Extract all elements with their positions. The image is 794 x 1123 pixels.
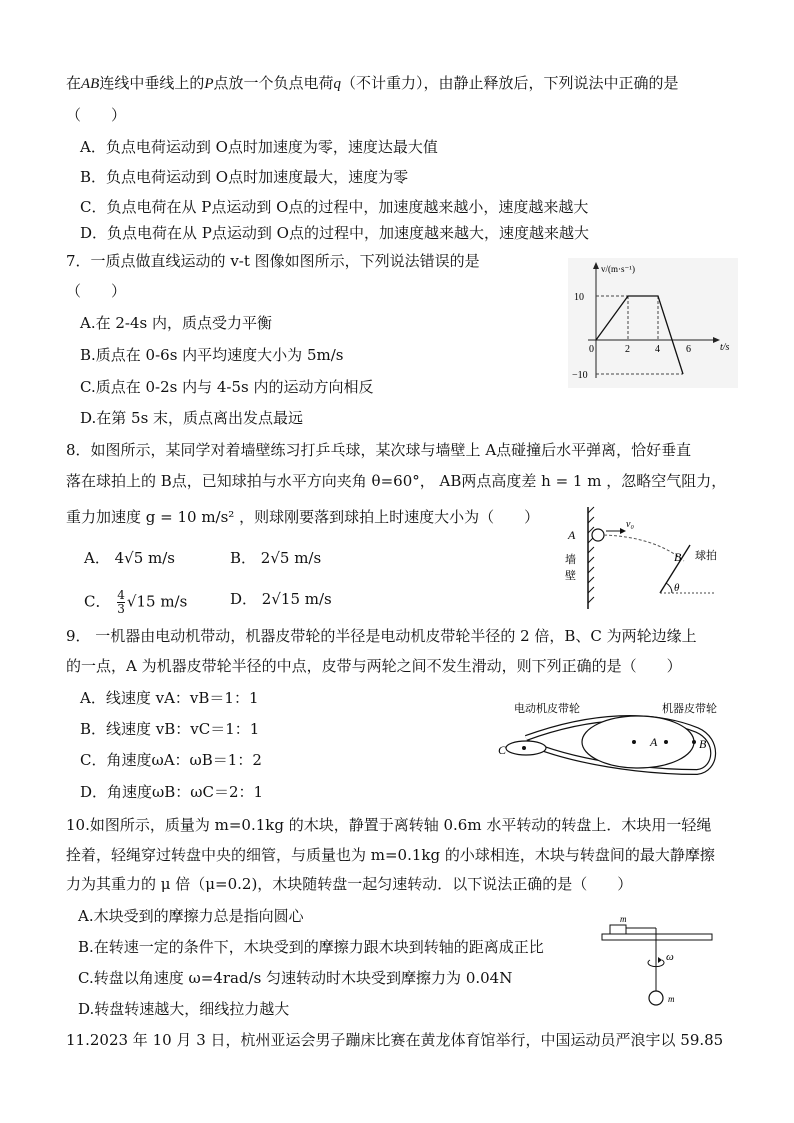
q9-option-c[interactable]: C．角速度ωA：ωB＝1：2	[80, 751, 262, 769]
q10-stem-line3: 力为其重力的 μ 倍（μ=0.2)，木块随转盘一起匀速转动．以下说法正确的是（ ）	[66, 875, 633, 893]
q10-stem-line1: 10.如图所示，质量为 m=0.1kg 的木块，静置于离转轴 0.6m 水平转动的转盘上．木块用一轻绳	[66, 816, 712, 834]
q10-option-c[interactable]: C.转盘以角速度 ω=4rad/s 匀速转动时木块受到摩擦力为 0.04N	[78, 969, 513, 987]
label-omega: ω	[666, 951, 674, 963]
q8-stem-line2: 落在球拍上的 B点，已知球拍与水平方向夹角 θ=60°， AB两点高度差 h = 1 m ，忽略空气阻力，	[66, 472, 727, 490]
q7-option-c[interactable]: C.质点在 0-2s 内与 4-5s 内的运动方向相反	[80, 378, 374, 396]
ball-icon	[649, 991, 663, 1005]
q8-stem-line1: 8．如图所示，某同学对着墙壁练习打乒乓球，某次球与墙壁上 A点碰撞后水平弹离，恰好垂直	[66, 441, 692, 459]
label-b: B	[699, 737, 707, 751]
q6-option-d[interactable]: D．负点电荷在从 P点运动到 O点的过程中，加速度越来越大，速度越来越大	[80, 224, 589, 242]
label-machine-pulley: 机器皮带轮	[662, 703, 717, 715]
q9-stem-line2: 的一点，A 为机器皮带轮半径的中点，皮带与两轮之间不发生滑动，则下列正确的是（ ）	[66, 657, 682, 675]
q7-option-a[interactable]: A.在 2-4s 内，质点受力平衡	[80, 314, 272, 332]
vt-xtick-2: 2	[625, 344, 630, 355]
label-motor-pulley: 电动机皮带轮	[514, 703, 580, 715]
vt-ytick-neg10: −10	[572, 370, 588, 381]
q6-option-a[interactable]: A．负点电荷运动到 O点时加速度为零，速度达最大值	[80, 138, 438, 156]
fig-label-b: B	[674, 550, 682, 564]
q7-answer-paren: （ ）	[66, 282, 127, 300]
ball-icon	[592, 529, 604, 541]
label-c: C	[498, 743, 507, 757]
label-m-block: m	[620, 914, 627, 924]
q8-option-d[interactable]: D． 2√15 m/s	[230, 590, 332, 608]
vt-xtick-4: 4	[655, 344, 660, 355]
turntable-figure	[600, 910, 716, 1010]
q8-option-c[interactable]: C． $\frac{4}{3}$ √15 m/s	[84, 588, 188, 616]
q6-answer-paren: （ ）	[66, 106, 127, 124]
q6-stem-line1: 在AB连线中垂线上的P点放一个负点电荷q（不计重力），由静止释放后，下列说法中正确的是	[66, 74, 679, 92]
vt-ytick-10: 10	[574, 292, 584, 303]
q9-stem-line1: 9． 一机器由电动机带动，机器皮带轮的半径是电动机皮带轮半径的 2 倍，B、C 为两轮边缘上	[66, 627, 697, 645]
fig-label-wall2: 壁	[565, 570, 576, 582]
belt-pulley-figure	[492, 696, 737, 778]
vt-xtick-6: 6	[686, 344, 691, 355]
vt-origin: 0	[589, 344, 594, 355]
q9-option-d[interactable]: D．角速度ωB：ωC＝2：1	[80, 783, 264, 801]
q7-option-b[interactable]: B.质点在 0-6s 内平均速度大小为 5m/s	[80, 346, 344, 364]
fig-label-wall1: 墙	[565, 554, 576, 566]
label-a: A	[650, 735, 658, 749]
q10-option-b[interactable]: B.在转速一定的条件下，木块受到的摩擦力跟木块到转轴的距离成正比	[78, 938, 544, 956]
q11-stem-line1: 11.2023 年 10 月 3 日，杭州亚运会男子蹦床比赛在黄龙体育馆举行，中国运动员严浪宇以 59.85	[66, 1031, 724, 1049]
label-m-ball: m	[668, 994, 675, 1004]
q8-option-b[interactable]: B． 2√5 m/s	[230, 549, 322, 567]
fig-label-theta: θ	[674, 582, 680, 594]
q7-stem: 7．一质点做直线运动的 v-t 图像如图所示，下列说法错误的是	[66, 252, 480, 270]
q8-option-a[interactable]: A． 4√5 m/s	[84, 549, 175, 567]
q8-stem-line3: 重力加速度 g = 10 m/s² ，则球刚要落到球拍上时速度大小为（ ）	[66, 508, 540, 526]
q10-stem-line2: 拴着，轻绳穿过转盘中央的细管，与质量也为 m=0.1kg 的小球相连，木块与转盘间的最大静摩擦	[66, 846, 715, 864]
fig-label-a: A	[568, 528, 576, 542]
fig-label-paddle: 球拍	[695, 550, 717, 562]
q9-option-a[interactable]: A．线速度 vA：vB＝1：1	[80, 689, 259, 707]
vt-xlabel: t/s	[720, 342, 730, 353]
q6-option-b[interactable]: B．负点电荷运动到 O点时加速度最大，速度为零	[80, 168, 409, 186]
vt-ylabel: v/(m·s⁻¹)	[601, 264, 635, 274]
q10-option-a[interactable]: A.木块受到的摩擦力总是指向圆心	[78, 907, 304, 925]
q6-option-c[interactable]: C．负点电荷在从 P点运动到 O点的过程中，加速度越来越小，速度越来越大	[80, 198, 589, 216]
q10-option-d[interactable]: D.转盘转速越大，细线拉力越大	[78, 1000, 290, 1018]
pingpong-figure	[560, 505, 720, 613]
fig-label-v0: v₀	[626, 519, 634, 530]
q7-option-d[interactable]: D.在第 5s 末，质点离出发点最远	[80, 409, 304, 427]
vt-graph	[568, 258, 738, 388]
q9-option-b[interactable]: B．线速度 vB：vC＝1：1	[80, 720, 260, 738]
